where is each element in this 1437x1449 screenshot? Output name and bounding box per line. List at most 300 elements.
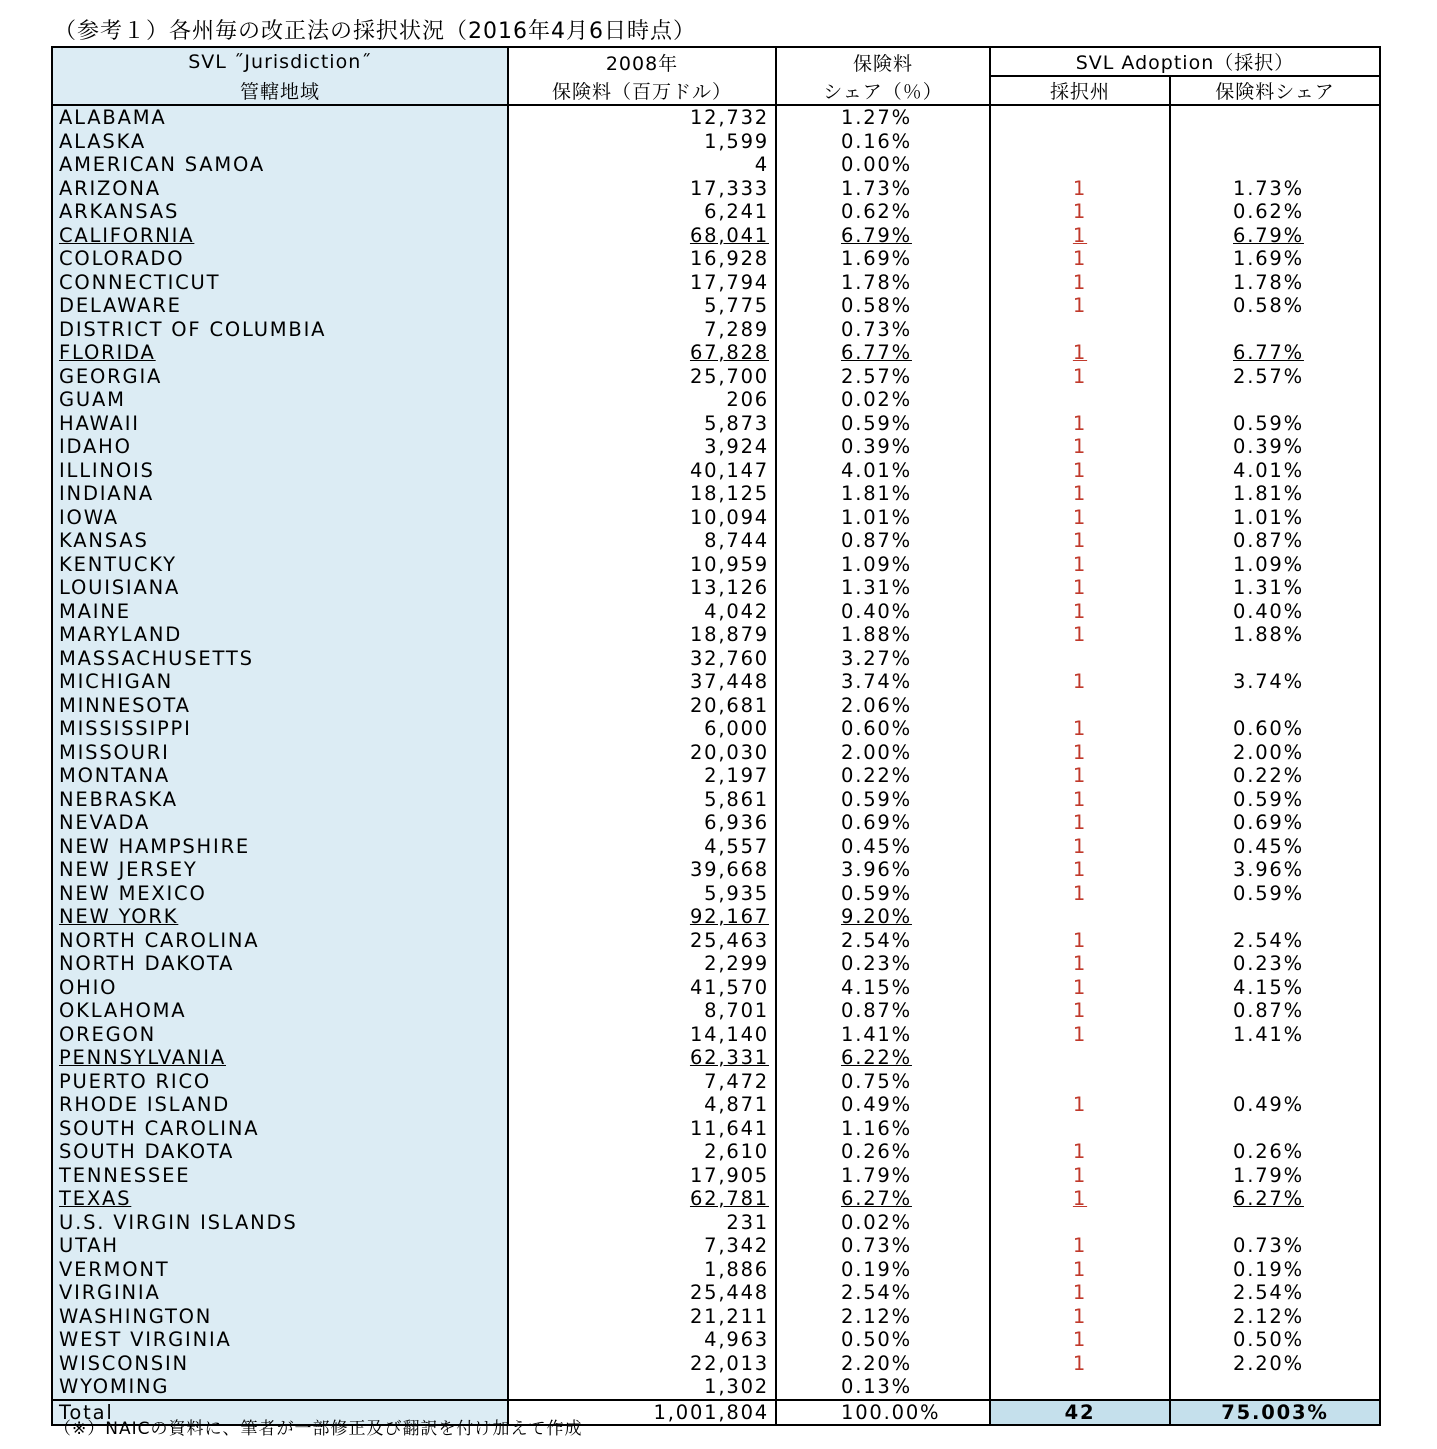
jurisdiction-name xyxy=(52,294,508,318)
table-row xyxy=(52,1328,1380,1352)
adopted-mark xyxy=(990,1234,1170,1258)
share-value xyxy=(776,341,990,365)
jurisdiction-name-text: PUERTO RICO xyxy=(59,1069,212,1093)
table-row xyxy=(52,318,1380,342)
adopted-mark xyxy=(990,1070,1170,1094)
table-row xyxy=(52,1375,1380,1400)
jurisdiction-name xyxy=(52,153,508,177)
adopted-mark-text: 1 xyxy=(1072,975,1088,999)
share-value-text: 0.02% xyxy=(841,1210,912,1234)
premium-value xyxy=(508,153,776,177)
table-row xyxy=(52,999,1380,1023)
share-value-text: 0.87% xyxy=(841,529,912,553)
jurisdiction-name-text: SOUTH CAROLINA xyxy=(59,1116,260,1140)
adopted-mark-text: 1 xyxy=(1072,1022,1088,1046)
premium-value-text: 7,289 xyxy=(704,317,769,341)
adopted-share-value-text: 1.09% xyxy=(1233,552,1304,576)
adopted-mark xyxy=(990,905,1170,929)
adopted-mark xyxy=(990,1375,1170,1400)
jurisdiction-name-text: MONTANA xyxy=(59,764,171,788)
share-value-text: 0.45% xyxy=(841,834,912,858)
jurisdiction-name-text: MINNESOTA xyxy=(59,693,191,717)
premium-value-text: 16,928 xyxy=(689,247,769,271)
header-premium-label: 保険料 xyxy=(776,47,990,76)
premium-value-text: 17,905 xyxy=(689,1163,769,1187)
share-value xyxy=(776,130,990,154)
adopted-share-value xyxy=(1170,576,1380,600)
jurisdiction-name xyxy=(52,1046,508,1070)
share-value xyxy=(776,553,990,577)
adopted-mark-text: 1 xyxy=(1072,364,1088,388)
share-value-text: 1.01% xyxy=(841,505,912,529)
premium-value xyxy=(508,670,776,694)
share-value xyxy=(776,459,990,483)
share-value xyxy=(776,294,990,318)
adopted-share-value xyxy=(1170,529,1380,553)
adopted-share-value xyxy=(1170,435,1380,459)
share-value-text: 1.78% xyxy=(841,270,912,294)
premium-value xyxy=(508,200,776,224)
jurisdiction-name-text: MICHIGAN xyxy=(59,670,174,694)
premium-value xyxy=(508,130,776,154)
adopted-mark xyxy=(990,717,1170,741)
adopted-share-value-text: 6.79% xyxy=(1233,223,1304,247)
share-value xyxy=(776,506,990,530)
premium-value xyxy=(508,600,776,624)
premium-value-text: 206 xyxy=(726,388,769,412)
adopted-mark xyxy=(990,318,1170,342)
share-value-text: 0.59% xyxy=(841,411,912,435)
adopted-mark xyxy=(990,341,1170,365)
adopted-mark xyxy=(990,741,1170,765)
adopted-share-value xyxy=(1170,294,1380,318)
adopted-mark xyxy=(990,1023,1170,1047)
jurisdiction-name xyxy=(52,247,508,271)
adopted-mark-text: 1 xyxy=(1072,411,1088,435)
adopted-mark xyxy=(990,506,1170,530)
jurisdiction-name-text: CALIFORNIA xyxy=(59,223,195,247)
adopted-share-value-text: 0.59% xyxy=(1233,411,1304,435)
share-value-text: 0.40% xyxy=(841,599,912,623)
adopted-share-value-text: 0.50% xyxy=(1233,1328,1304,1352)
adopted-mark-text: 1 xyxy=(1072,1093,1088,1117)
premium-value-text: 92,167 xyxy=(689,905,769,929)
adopted-share-value xyxy=(1170,882,1380,906)
premium-value xyxy=(508,1234,776,1258)
adopted-share-value xyxy=(1170,341,1380,365)
share-value xyxy=(776,1234,990,1258)
premium-value-text: 1,886 xyxy=(704,1257,769,1281)
premium-value xyxy=(508,741,776,765)
adopted-share-value xyxy=(1170,1375,1380,1400)
premium-value-text: 231 xyxy=(726,1210,769,1234)
adopted-mark-text: 1 xyxy=(1072,247,1088,271)
adopted-mark xyxy=(990,952,1170,976)
adopted-mark-text: 1 xyxy=(1072,858,1088,882)
jurisdiction-name xyxy=(52,224,508,248)
premium-value xyxy=(508,294,776,318)
premium-value xyxy=(508,1187,776,1211)
share-value xyxy=(776,976,990,1000)
premium-value xyxy=(508,1023,776,1047)
share-value xyxy=(776,177,990,201)
adopted-share-value-text: 0.58% xyxy=(1233,294,1304,318)
share-value-text: 0.22% xyxy=(841,764,912,788)
premium-value xyxy=(508,247,776,271)
table-row xyxy=(52,647,1380,671)
jurisdiction-name xyxy=(52,388,508,412)
adopted-share-value-text: 0.23% xyxy=(1233,952,1304,976)
adopted-mark xyxy=(990,177,1170,201)
adopted-share-value xyxy=(1170,1023,1380,1047)
adopted-mark xyxy=(990,1140,1170,1164)
premium-value-text: 7,472 xyxy=(704,1069,769,1093)
jurisdiction-name-text: OKLAHOMA xyxy=(59,999,187,1023)
adopted-mark xyxy=(990,1305,1170,1329)
header-adoption-title: SVL Adoption（採択） xyxy=(990,47,1380,76)
jurisdiction-name xyxy=(52,1070,508,1094)
table-row xyxy=(52,788,1380,812)
table-row xyxy=(52,459,1380,483)
adopted-share-value-text: 1.41% xyxy=(1233,1022,1304,1046)
adopted-share-value-text: 0.59% xyxy=(1233,881,1304,905)
jurisdiction-name-text: ALASKA xyxy=(59,129,146,153)
adopted-share-value xyxy=(1170,976,1380,1000)
premium-value-text: 4 xyxy=(754,153,769,177)
adopted-share-value xyxy=(1170,553,1380,577)
adopted-mark xyxy=(990,788,1170,812)
premium-value-text: 8,701 xyxy=(704,999,769,1023)
share-value xyxy=(776,200,990,224)
jurisdiction-name-text: WEST VIRGINIA xyxy=(59,1328,232,1352)
adopted-mark-text: 1 xyxy=(1072,552,1088,576)
adopted-mark xyxy=(990,224,1170,248)
premium-value-text: 4,042 xyxy=(704,599,769,623)
adopted-mark xyxy=(990,130,1170,154)
premium-value xyxy=(508,1328,776,1352)
share-value xyxy=(776,600,990,624)
jurisdiction-name xyxy=(52,882,508,906)
share-value-text: 1.73% xyxy=(841,176,912,200)
premium-value xyxy=(508,858,776,882)
jurisdiction-name-text: INDIANA xyxy=(59,482,154,506)
share-value-text: 0.50% xyxy=(841,1328,912,1352)
adopted-mark xyxy=(990,694,1170,718)
share-value-text: 1.27% xyxy=(841,106,912,130)
premium-value-text: 25,700 xyxy=(689,364,769,388)
total-label: Total xyxy=(52,1400,508,1425)
adopted-share-value xyxy=(1170,200,1380,224)
premium-value-text: 8,744 xyxy=(704,529,769,553)
share-value-text: 2.00% xyxy=(841,740,912,764)
adopted-share-value xyxy=(1170,1211,1380,1235)
share-value xyxy=(776,435,990,459)
table-row xyxy=(52,1352,1380,1376)
adopted-mark xyxy=(990,1164,1170,1188)
adopted-mark xyxy=(990,623,1170,647)
adopted-mark xyxy=(990,929,1170,953)
table-row xyxy=(52,976,1380,1000)
share-value xyxy=(776,1305,990,1329)
adopted-share-value xyxy=(1170,271,1380,295)
adopted-mark xyxy=(990,153,1170,177)
source-note: （※）NAICの資料に、筆者が一部修正及び翻訳を付け加えて作成 xyxy=(54,1419,583,1439)
adopted-share-value xyxy=(1170,694,1380,718)
jurisdiction-name xyxy=(52,1140,508,1164)
share-value xyxy=(776,1258,990,1282)
adopted-mark xyxy=(990,1117,1170,1141)
share-value-text: 1.88% xyxy=(841,623,912,647)
jurisdiction-name xyxy=(52,576,508,600)
jurisdiction-name xyxy=(52,600,508,624)
jurisdiction-name xyxy=(52,835,508,859)
jurisdiction-name xyxy=(52,271,508,295)
table-row xyxy=(52,1211,1380,1235)
premium-value-text: 5,775 xyxy=(704,294,769,318)
table-row xyxy=(52,529,1380,553)
table-row xyxy=(52,1281,1380,1305)
adopted-mark xyxy=(990,1281,1170,1305)
adopted-mark-text: 1 xyxy=(1072,576,1088,600)
premium-value xyxy=(508,835,776,859)
share-value-text: 3.27% xyxy=(841,646,912,670)
share-value-text: 0.73% xyxy=(841,317,912,341)
jurisdiction-name xyxy=(52,717,508,741)
adopted-share-value-text: 1.78% xyxy=(1233,270,1304,294)
jurisdiction-name-text: ALABAMA xyxy=(59,106,167,130)
premium-value-text: 41,570 xyxy=(689,975,769,999)
adopted-mark-text: 1 xyxy=(1072,1351,1088,1375)
jurisdiction-name xyxy=(52,976,508,1000)
table-row xyxy=(52,247,1380,271)
premium-value xyxy=(508,1070,776,1094)
jurisdiction-name xyxy=(52,506,508,530)
jurisdiction-name xyxy=(52,670,508,694)
premium-value xyxy=(508,482,776,506)
premium-value xyxy=(508,623,776,647)
jurisdiction-name xyxy=(52,623,508,647)
premium-value-text: 32,760 xyxy=(689,646,769,670)
premium-value-text: 20,030 xyxy=(689,740,769,764)
share-value-text: 0.75% xyxy=(841,1069,912,1093)
share-value-text: 0.13% xyxy=(841,1375,912,1399)
adopted-share-value-text: 1.81% xyxy=(1233,482,1304,506)
share-value-text: 1.09% xyxy=(841,552,912,576)
share-value-text: 2.54% xyxy=(841,1281,912,1305)
jurisdiction-name-text: WISCONSIN xyxy=(59,1351,189,1375)
premium-value-text: 17,794 xyxy=(689,270,769,294)
premium-value xyxy=(508,647,776,671)
jurisdiction-name-text: OREGON xyxy=(59,1022,157,1046)
premium-value-text: 5,935 xyxy=(704,881,769,905)
jurisdiction-name xyxy=(52,1305,508,1329)
premium-value xyxy=(508,1093,776,1117)
share-value xyxy=(776,271,990,295)
adopted-share-value xyxy=(1170,623,1380,647)
premium-value-text: 10,094 xyxy=(689,505,769,529)
share-value-text: 0.23% xyxy=(841,952,912,976)
adopted-mark-text: 1 xyxy=(1072,505,1088,529)
premium-value xyxy=(508,1140,776,1164)
share-value-text: 9.20% xyxy=(841,905,912,929)
adopted-share-value xyxy=(1170,1281,1380,1305)
adopted-share-value xyxy=(1170,905,1380,929)
share-value-text: 2.06% xyxy=(841,693,912,717)
jurisdiction-name xyxy=(52,811,508,835)
share-value-text: 1.79% xyxy=(841,1163,912,1187)
adopted-share-value-text: 0.45% xyxy=(1233,834,1304,858)
share-value-text: 0.60% xyxy=(841,717,912,741)
adopted-share-value xyxy=(1170,670,1380,694)
header-adopted-share: 保険料シェア xyxy=(1170,76,1380,105)
table-row xyxy=(52,1023,1380,1047)
table-row xyxy=(52,294,1380,318)
premium-value-text: 13,126 xyxy=(689,576,769,600)
premium-value xyxy=(508,788,776,812)
share-value-text: 0.00% xyxy=(841,153,912,177)
jurisdiction-name xyxy=(52,788,508,812)
premium-value-text: 12,732 xyxy=(689,106,769,130)
adopted-share-value-text: 0.87% xyxy=(1233,999,1304,1023)
adopted-share-value xyxy=(1170,1352,1380,1376)
jurisdiction-name xyxy=(52,1328,508,1352)
jurisdiction-name-text: CONNECTICUT xyxy=(59,270,221,294)
premium-value-text: 37,448 xyxy=(689,670,769,694)
jurisdiction-name xyxy=(52,1281,508,1305)
adopted-mark-text: 1 xyxy=(1072,670,1088,694)
share-value-text: 0.49% xyxy=(841,1093,912,1117)
jurisdiction-name-text: NORTH CAROLINA xyxy=(59,928,260,952)
share-value xyxy=(776,1187,990,1211)
jurisdiction-name xyxy=(52,553,508,577)
table-row xyxy=(52,1093,1380,1117)
jurisdiction-name-text: SOUTH DAKOTA xyxy=(59,1140,235,1164)
adopted-share-value xyxy=(1170,1046,1380,1070)
premium-value-text: 5,861 xyxy=(704,787,769,811)
premium-value xyxy=(508,1258,776,1282)
jurisdiction-name xyxy=(52,200,508,224)
adopted-share-value-text: 0.49% xyxy=(1233,1093,1304,1117)
adopted-share-value-text: 2.54% xyxy=(1233,1281,1304,1305)
table-row xyxy=(52,435,1380,459)
share-value-text: 2.12% xyxy=(841,1304,912,1328)
jurisdiction-name-text: FLORIDA xyxy=(59,341,156,365)
premium-value xyxy=(508,976,776,1000)
adopted-mark-text: 1 xyxy=(1072,1234,1088,1258)
share-value-text: 6.77% xyxy=(841,341,912,365)
adopted-share-value-text: 6.77% xyxy=(1233,341,1304,365)
share-value xyxy=(776,1352,990,1376)
adopted-share-value xyxy=(1170,1305,1380,1329)
share-value xyxy=(776,529,990,553)
adopted-mark-text: 1 xyxy=(1072,740,1088,764)
premium-value xyxy=(508,506,776,530)
premium-value-text: 2,299 xyxy=(704,952,769,976)
premium-value-text: 17,333 xyxy=(689,176,769,200)
premium-value-text: 18,879 xyxy=(689,623,769,647)
premium-value-text: 20,681 xyxy=(689,693,769,717)
table-row xyxy=(52,177,1380,201)
jurisdiction-name xyxy=(52,529,508,553)
adopted-share-value-text: 0.60% xyxy=(1233,717,1304,741)
premium-value-text: 40,147 xyxy=(689,458,769,482)
adopted-mark-text: 1 xyxy=(1072,176,1088,200)
premium-value-text: 62,781 xyxy=(689,1187,769,1211)
share-value xyxy=(776,835,990,859)
adopted-share-value-text: 2.20% xyxy=(1233,1351,1304,1375)
premium-value-text: 5,873 xyxy=(704,411,769,435)
adopted-share-value xyxy=(1170,788,1380,812)
adopted-share-value-text: 1.31% xyxy=(1233,576,1304,600)
premium-value xyxy=(508,764,776,788)
adopted-share-value-text: 0.62% xyxy=(1233,200,1304,224)
adopted-mark-text: 1 xyxy=(1072,599,1088,623)
jurisdiction-name xyxy=(52,764,508,788)
share-value-text: 0.26% xyxy=(841,1140,912,1164)
premium-value xyxy=(508,1117,776,1141)
premium-value xyxy=(508,1305,776,1329)
jurisdiction-name xyxy=(52,1023,508,1047)
adopted-mark-text: 1 xyxy=(1072,294,1088,318)
adopted-mark xyxy=(990,976,1170,1000)
adopted-share-value xyxy=(1170,459,1380,483)
table-row xyxy=(52,1070,1380,1094)
share-value xyxy=(776,576,990,600)
jurisdiction-name-text: MISSOURI xyxy=(59,740,170,764)
share-value-text: 1.31% xyxy=(841,576,912,600)
adopted-share-value xyxy=(1170,1117,1380,1141)
adopted-share-value xyxy=(1170,647,1380,671)
share-value xyxy=(776,365,990,389)
share-value xyxy=(776,811,990,835)
share-value xyxy=(776,670,990,694)
adopted-share-value-text: 4.01% xyxy=(1233,458,1304,482)
adopted-mark-text: 1 xyxy=(1072,1257,1088,1281)
table-row xyxy=(52,1117,1380,1141)
premium-value-text: 1,599 xyxy=(704,129,769,153)
table-row xyxy=(52,153,1380,177)
share-value xyxy=(776,318,990,342)
adopted-share-value xyxy=(1170,1093,1380,1117)
jurisdiction-name-text: NEW HAMPSHIRE xyxy=(59,834,251,858)
total-adopted-share: 75.003% xyxy=(1170,1400,1380,1425)
premium-value-text: 25,463 xyxy=(689,928,769,952)
adopted-mark-text: 1 xyxy=(1072,952,1088,976)
adopted-mark xyxy=(990,1187,1170,1211)
header-year: 2008年 xyxy=(508,47,776,76)
jurisdiction-name xyxy=(52,459,508,483)
jurisdiction-name-text: GUAM xyxy=(59,388,126,412)
adopted-mark xyxy=(990,1093,1170,1117)
adopted-mark-text: 1 xyxy=(1072,928,1088,952)
table-row xyxy=(52,600,1380,624)
adopted-mark-text: 1 xyxy=(1072,999,1088,1023)
premium-value xyxy=(508,811,776,835)
table-row xyxy=(52,271,1380,295)
jurisdiction-name xyxy=(52,905,508,929)
adopted-mark xyxy=(990,1258,1170,1282)
adopted-mark xyxy=(990,1328,1170,1352)
adopted-mark xyxy=(990,553,1170,577)
table-row xyxy=(52,553,1380,577)
premium-value-text: 25,448 xyxy=(689,1281,769,1305)
adopted-share-value-text: 1.79% xyxy=(1233,1163,1304,1187)
adopted-mark-text: 1 xyxy=(1072,787,1088,811)
share-value-text: 1.81% xyxy=(841,482,912,506)
total-adopted: 42 xyxy=(990,1400,1170,1425)
share-value xyxy=(776,1093,990,1117)
share-value xyxy=(776,1070,990,1094)
